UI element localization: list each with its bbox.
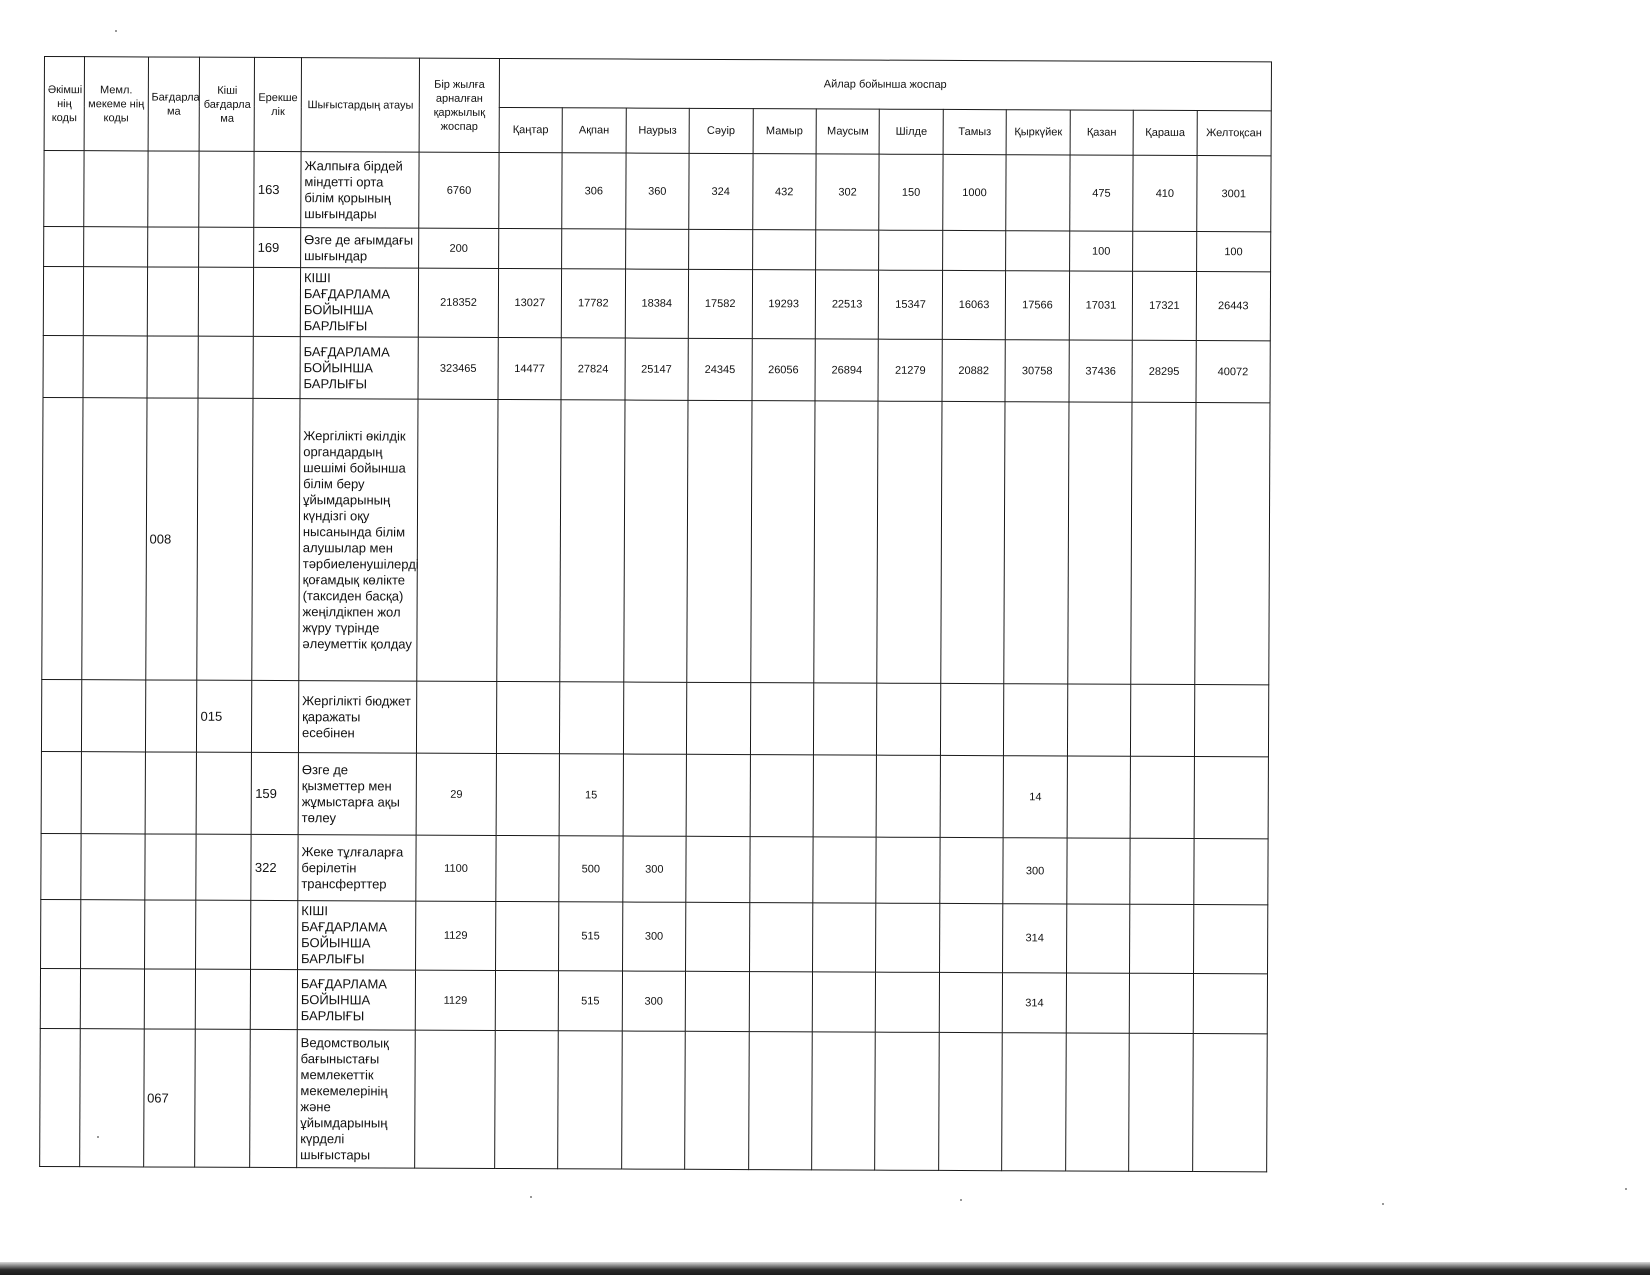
agency-code-cell xyxy=(82,680,146,752)
month-value-cell xyxy=(813,755,877,837)
header-program: Бағдарла ма xyxy=(148,57,200,151)
annual-plan-cell xyxy=(415,1030,495,1168)
month-value-cell: 24345 xyxy=(688,338,752,400)
program-code-cell xyxy=(147,336,199,398)
table-row xyxy=(41,679,1268,756)
subprogram-code-cell: 015 xyxy=(197,680,252,752)
table-row xyxy=(41,833,1268,904)
month-value-cell xyxy=(1006,155,1070,231)
agency-code-cell xyxy=(81,900,145,969)
program-code-cell xyxy=(145,680,197,752)
month-value-cell xyxy=(875,1032,939,1170)
expense-name-cell: Жергілікті өкілдік органдардың шешімі бойынша білім беру ұйымдарының күндізгі оқу нысанында білім алушылар мен тәрбиеленушілерді қоғамдық көлікте (таксиден басқа) жеңілдікпен жол жүру түрінде әлеуметтік қолдау xyxy=(299,399,419,682)
month-value-cell xyxy=(877,683,941,755)
scan-speck xyxy=(1625,1188,1627,1190)
month-value-cell xyxy=(1068,402,1133,684)
agency-code-cell xyxy=(80,969,144,1029)
month-value-cell xyxy=(687,400,752,682)
header-expense-name: Шығыстардың атауы xyxy=(301,58,420,153)
month-value-cell xyxy=(812,972,876,1032)
month-value-cell xyxy=(1194,757,1269,839)
financing-plan-table xyxy=(39,56,1272,1172)
program-code-cell xyxy=(147,151,199,227)
month-value-cell xyxy=(495,970,559,1030)
month-value-cell xyxy=(876,837,940,903)
month-value-cell xyxy=(1004,402,1069,684)
program-code-cell: 067 xyxy=(143,1029,195,1167)
month-value-cell xyxy=(939,903,1003,972)
table-row xyxy=(43,335,1270,402)
program-code-cell: 008 xyxy=(145,398,198,680)
admin-code-cell xyxy=(41,751,82,833)
month-value-cell xyxy=(625,229,689,269)
subprogram-code-cell xyxy=(199,151,254,227)
month-value-cell xyxy=(816,230,880,270)
header-month: Наурыз xyxy=(626,108,690,153)
month-value-cell xyxy=(877,755,941,837)
month-value-cell: 18384 xyxy=(625,269,689,338)
month-value-cell xyxy=(1130,904,1194,973)
program-code-cell xyxy=(144,969,196,1029)
month-value-cell xyxy=(685,1031,749,1169)
month-value-cell xyxy=(687,682,751,754)
table-row xyxy=(41,751,1268,838)
admin-code-cell xyxy=(43,335,83,397)
subprogram-code-cell xyxy=(196,969,251,1029)
month-value-cell: 30758 xyxy=(1005,340,1069,402)
month-value-cell: 13027 xyxy=(498,268,562,337)
month-value-cell xyxy=(498,228,562,268)
month-value-cell xyxy=(748,1032,812,1170)
month-value-cell xyxy=(941,401,1006,683)
header-specific: Ерекше лік xyxy=(255,57,302,151)
expense-name-cell: КІШІ БАҒДАРЛАМА БОЙЫНША БАРЛЫҒЫ xyxy=(300,268,419,338)
month-value-cell: 500 xyxy=(559,836,623,902)
month-value-cell xyxy=(752,230,816,270)
month-value-cell xyxy=(749,837,813,903)
month-value-cell xyxy=(876,972,940,1032)
month-value-cell: 475 xyxy=(1070,155,1134,231)
specific-code-cell xyxy=(252,398,300,680)
specific-code-cell xyxy=(254,267,301,336)
specific-code-cell: 163 xyxy=(254,151,301,227)
annual-plan-cell: 29 xyxy=(417,753,497,835)
admin-code-cell xyxy=(41,833,81,899)
specific-code-cell: 169 xyxy=(254,227,301,267)
month-value-cell: 28295 xyxy=(1132,340,1196,402)
program-code-cell xyxy=(147,267,199,336)
month-value-cell xyxy=(1129,973,1193,1033)
month-value-cell xyxy=(558,1031,622,1169)
month-value-cell: 302 xyxy=(816,154,880,230)
month-value-cell: 360 xyxy=(625,153,689,229)
annual-plan-cell: 1129 xyxy=(416,901,496,970)
expense-name-cell: БАҒДАРЛАМА БОЙЫНША БАРЛЫҒЫ xyxy=(297,970,416,1031)
month-value-cell xyxy=(812,1032,876,1170)
month-value-cell: 20882 xyxy=(942,339,1006,401)
annual-plan-cell: 200 xyxy=(419,228,498,268)
agency-code-cell xyxy=(83,336,147,398)
month-value-cell xyxy=(686,902,750,971)
month-value-cell: 17566 xyxy=(1006,271,1070,340)
month-value-cell: 100 xyxy=(1069,231,1133,271)
month-value-cell: 26056 xyxy=(752,339,816,401)
month-value-cell: 300 xyxy=(622,836,686,902)
month-value-cell xyxy=(749,903,813,972)
month-value-cell xyxy=(1194,839,1269,905)
header-month: Қараша xyxy=(1133,110,1197,155)
month-value-cell xyxy=(1193,905,1268,974)
annual-plan-cell: 1100 xyxy=(416,835,496,901)
month-value-cell: 17031 xyxy=(1069,271,1133,340)
header-month: Шілде xyxy=(880,109,944,154)
annual-plan-cell xyxy=(417,681,497,753)
admin-code-cell xyxy=(41,679,82,751)
month-value-cell xyxy=(496,681,560,753)
table-row xyxy=(40,968,1267,1033)
header-month: Сәуір xyxy=(689,108,753,153)
agency-code-cell xyxy=(84,227,148,267)
month-value-cell: 150 xyxy=(879,154,943,230)
month-value-cell xyxy=(560,682,624,754)
admin-code-cell xyxy=(41,899,81,968)
header-subprogram: Кіші бағдарла ма xyxy=(200,57,255,151)
month-value-cell xyxy=(940,837,1004,903)
admin-code-cell xyxy=(40,968,80,1028)
annual-plan-cell: 1129 xyxy=(416,970,496,1030)
month-value-cell xyxy=(876,903,940,972)
month-value-cell xyxy=(623,682,687,754)
month-value-cell xyxy=(1067,684,1131,756)
month-value-cell xyxy=(813,683,877,755)
agency-code-cell xyxy=(80,1029,144,1167)
month-value-cell xyxy=(496,753,560,835)
subprogram-code-cell xyxy=(198,336,253,398)
month-value-cell xyxy=(685,971,749,1031)
agency-code-cell xyxy=(81,834,145,900)
table-row xyxy=(41,899,1268,973)
specific-code-cell: 159 xyxy=(252,752,299,834)
header-agency-code: Мемл. мекеме нің коды xyxy=(84,57,148,151)
month-value-cell xyxy=(494,1030,558,1168)
month-value-cell xyxy=(749,972,813,1032)
expense-name-cell: Жалпыға бірдей міндетті орта білім қорының шығындары xyxy=(301,152,420,229)
header-month: Қаңтар xyxy=(499,107,563,152)
month-value-cell xyxy=(1192,1034,1267,1172)
month-value-cell: 100 xyxy=(1196,232,1270,272)
month-value-cell: 300 xyxy=(622,902,686,971)
month-value-cell xyxy=(877,401,942,683)
month-value-cell xyxy=(940,755,1004,837)
month-value-cell xyxy=(562,229,626,269)
agency-code-cell xyxy=(83,267,147,336)
month-value-cell: 300 xyxy=(622,971,686,1031)
expense-name-cell: Жергілікті бюджет қаражаты есебінен xyxy=(298,681,417,754)
month-value-cell: 26443 xyxy=(1196,272,1271,341)
month-value-cell xyxy=(496,835,560,901)
month-value-cell xyxy=(750,401,815,683)
month-value-cell: 1000 xyxy=(943,154,1007,230)
month-value-cell: 515 xyxy=(559,902,623,971)
scan-speck xyxy=(960,1199,962,1201)
admin-code-cell xyxy=(44,151,85,227)
header-month: Тамыз xyxy=(943,109,1007,154)
admin-code-cell xyxy=(44,227,84,267)
scan-speck xyxy=(115,30,117,32)
header-month: Қыркүйек xyxy=(1006,110,1070,155)
specific-code-cell xyxy=(253,336,300,398)
month-value-cell xyxy=(1130,838,1194,904)
header-month: Маусым xyxy=(816,109,880,154)
month-value-cell: 27824 xyxy=(561,338,625,400)
month-value-cell xyxy=(623,400,688,682)
annual-plan-cell xyxy=(417,399,498,681)
month-value-cell xyxy=(1194,403,1270,685)
month-value-cell: 14 xyxy=(1003,756,1067,838)
program-code-cell xyxy=(144,834,196,900)
specific-code-cell: 322 xyxy=(251,834,298,900)
annual-plan-cell: 323465 xyxy=(418,337,498,399)
agency-code-cell xyxy=(82,398,147,680)
month-value-cell xyxy=(814,401,879,683)
scan-speck xyxy=(97,1136,99,1138)
month-value-cell xyxy=(939,972,1003,1032)
month-value-cell xyxy=(1193,974,1268,1034)
month-value-cell xyxy=(879,230,943,270)
subprogram-code-cell xyxy=(199,267,254,336)
header-admin-code: Әкімші нің коды xyxy=(44,57,85,151)
subprogram-code-cell xyxy=(195,1029,251,1167)
expense-name-cell: Өзге де ағымдағы шығындар xyxy=(301,228,420,269)
table-row xyxy=(43,267,1270,341)
month-value-cell xyxy=(1065,1033,1129,1171)
month-value-cell xyxy=(1004,684,1068,756)
month-value-cell: 21279 xyxy=(878,339,942,401)
month-value-cell: 25147 xyxy=(625,338,689,400)
month-value-cell xyxy=(1133,231,1197,271)
subprogram-code-cell xyxy=(197,398,253,680)
month-value-cell xyxy=(1194,685,1269,757)
month-value-cell xyxy=(939,1032,1003,1170)
month-value-cell xyxy=(750,683,814,755)
month-value-cell: 3001 xyxy=(1196,156,1271,232)
month-value-cell: 17582 xyxy=(688,269,752,338)
month-value-cell xyxy=(1002,1033,1066,1171)
admin-code-cell xyxy=(43,267,83,336)
month-value-cell xyxy=(1129,1033,1193,1171)
month-value-cell xyxy=(689,229,753,269)
subprogram-code-cell xyxy=(196,900,251,969)
month-value-cell: 300 xyxy=(1003,838,1067,904)
specific-code-cell xyxy=(251,969,298,1029)
month-value-cell: 314 xyxy=(1003,973,1067,1033)
table-row xyxy=(42,397,1270,684)
agency-code-cell xyxy=(81,752,145,834)
month-value-cell xyxy=(1130,756,1194,838)
agency-code-cell xyxy=(84,151,148,227)
program-code-cell xyxy=(145,752,197,834)
month-value-cell: 17782 xyxy=(561,269,625,338)
expense-name-cell: БАҒДАРЛАМА БОЙЫНША БАРЛЫҒЫ xyxy=(300,337,419,400)
expense-name-cell: Жеке тұлғаларға берілетін трансферттер xyxy=(298,835,417,902)
month-value-cell: 515 xyxy=(558,971,622,1031)
expense-name-cell: КІШІ БАҒДАРЛАМА БОЙЫНША БАРЛЫҒЫ xyxy=(297,901,416,971)
subprogram-code-cell xyxy=(196,834,251,900)
month-value-cell xyxy=(621,1031,685,1169)
scan-speck xyxy=(1382,1203,1384,1205)
specific-code-cell xyxy=(250,1029,297,1167)
month-value-cell: 314 xyxy=(1003,904,1067,973)
month-value-cell: 16063 xyxy=(942,270,1006,339)
month-value-cell xyxy=(750,755,814,837)
scan-edge-bar xyxy=(0,1262,1650,1275)
header-month: Мамыр xyxy=(753,109,817,154)
month-value-cell xyxy=(1066,973,1130,1033)
program-code-cell xyxy=(147,227,199,267)
month-value-cell: 17321 xyxy=(1133,271,1197,340)
month-value-cell xyxy=(560,400,625,682)
specific-code-cell xyxy=(252,680,299,752)
month-value-cell: 14477 xyxy=(498,337,562,399)
month-value-cell xyxy=(1067,756,1131,838)
month-value-cell xyxy=(496,399,561,681)
header-months-title: Айлар бойынша жоспар xyxy=(499,58,1271,110)
month-value-cell xyxy=(813,837,877,903)
scan-speck xyxy=(530,1196,532,1198)
month-value-cell: 40072 xyxy=(1196,341,1271,403)
month-value-cell: 26894 xyxy=(815,339,879,401)
month-value-cell xyxy=(686,754,750,836)
month-value-cell: 37436 xyxy=(1069,340,1133,402)
program-code-cell xyxy=(144,900,196,969)
header-month: Желтоқсан xyxy=(1197,111,1271,156)
table-row xyxy=(40,1028,1268,1171)
table-row xyxy=(44,227,1271,272)
month-value-cell: 432 xyxy=(752,154,816,230)
admin-code-cell xyxy=(42,397,83,679)
month-value-cell xyxy=(1131,402,1196,684)
month-value-cell xyxy=(686,836,750,902)
table-header xyxy=(44,57,1271,156)
month-value-cell xyxy=(940,683,1004,755)
month-value-cell xyxy=(812,903,876,972)
subprogram-code-cell xyxy=(199,227,254,267)
month-value-cell: 324 xyxy=(689,153,753,229)
expense-name-cell: Өзге де қызметтер мен жұмыстарға ақы төлеу xyxy=(298,753,417,836)
table-body xyxy=(40,151,1271,1172)
month-value-cell: 15 xyxy=(559,754,623,836)
specific-code-cell xyxy=(251,900,298,969)
annual-plan-cell: 218352 xyxy=(419,268,499,337)
annual-plan-cell: 6760 xyxy=(419,152,499,228)
month-value-cell xyxy=(1066,904,1130,973)
header-month: Ақпан xyxy=(562,108,626,153)
admin-code-cell xyxy=(40,1028,81,1166)
month-value-cell xyxy=(498,152,562,228)
month-value-cell xyxy=(1067,838,1131,904)
month-value-cell: 22513 xyxy=(815,270,879,339)
month-value-cell xyxy=(942,230,1006,270)
table-row xyxy=(44,151,1271,232)
header-month: Қазан xyxy=(1070,110,1134,155)
month-value-cell xyxy=(623,754,687,836)
month-value-cell: 15347 xyxy=(879,270,943,339)
header-annual-plan: Бір жылға арналған қаржылық жоспар xyxy=(419,58,499,152)
month-value-cell: 410 xyxy=(1133,155,1197,231)
month-value-cell: 306 xyxy=(562,153,626,229)
month-value-cell: 19293 xyxy=(752,270,816,339)
expense-name-cell: Ведомстволық бағыныстағы мемлекеттік мекемелерінің және ұйымдарының күрделі шығыстары xyxy=(297,1030,416,1169)
month-value-cell xyxy=(495,901,559,970)
subprogram-code-cell xyxy=(197,752,252,834)
month-value-cell xyxy=(1006,231,1070,271)
month-value-cell xyxy=(1131,684,1195,756)
